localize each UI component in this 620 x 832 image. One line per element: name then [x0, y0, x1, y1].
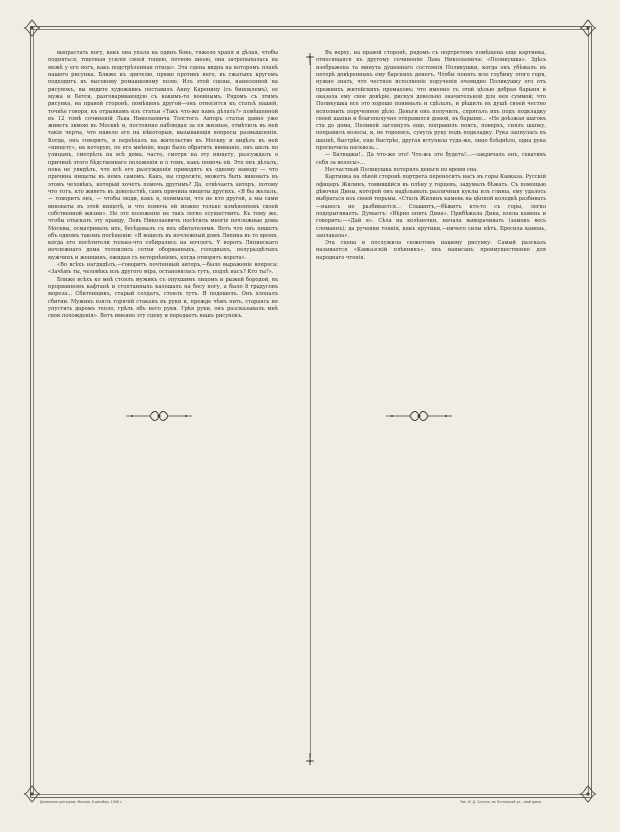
paragraph: Въ верху, на правой сторонѣ, рядомъ съ портретомъ помѣщена еще картинка, относящаяся къ другому сочиненію Льва Николаевича: «Поликушка». Здѣсь изображена та минута душевнаго состоянія Поликушки, когда онъ убѣжалъ въ потерѣ довѣренныхъ ему барскихъ денегъ. Чтобы понять всю глубину этого горя, нужно знать, что честное исполненіе порученія очевидно Поликушку его отъ прежнихъ житейскихъ промаховъ; что именно съ этой цѣлью добрая барыня и оказала ему свое довѣріе, рискуя довольно значительной для нея суммой; что Поликушка все это хорошо понималъ и сдѣлалъ, и рѣшилъ въ душѣ своей честно исполнить порученное дѣло. Деньги онъ получилъ, спряталъ ихъ подъ подкладку своей шапки и благополучно отправился домой, въ барыню... «Не доѣзжая шаговъ ста до дома, Поликей заглянулъ еще, поправилъ поясъ, поверхъ, снялъ шапку, поправилъ волосы, и, не торопясь, сунулъ руку подъ подкладку. Рука запнулась въ шапкѣ, быстрѣе, еще быстрѣе, другая вступила туда-же, лицо блѣднѣло, одна рука проскочила насквозь... — [316, 50, 546, 152]
column-divider — [310, 58, 311, 758]
censor-note: Дозволено цензурою. Москва, 8 декабря, 1908 г. — [40, 800, 123, 804]
paragraph: «Во всѣхъ нагдядѣлъ,—говоритъ почтенный авторъ,—было выраженіе вопроса: «Зачѣмъ ты, человѣкъ изъ другого міра, остановилась тутъ, подлѣ насъ? Кто ты?». — [48, 262, 278, 276]
corner-ornament-icon — [578, 784, 598, 804]
paragraph: — Батюшки!.. Да что-же это! Что-жъ это будетъ!...—закричалъ онъ, схвативъ себя за волосы»... — [316, 152, 546, 166]
paragraph: Несчастный Поликушка потерялъ деньги по время сна. — [325, 167, 478, 173]
right-text-column — [316, 50, 546, 262]
paragraph: Картинка на лѣвой сторонѣ портрета переноситъ насъ въ горы Кавказа. Русскій офицеръ Жилинъ, томившійся въ плѣну у горцевъ, задумалъ бѣжать. Съ помощью дѣвочки Дины, которой онъ надѣлывалъ различныя куклы изъ глины, ему удалось выбраться изъ своей тюрьмы. «Сталъ Жилинъ камень на цѣпной колодкѣ разбивать—нанесъ не разбивается... Слышитъ,—бѣжитъ кто-то съ горы, легко подпрыгиваетъ. Думаетъ: «Вѣрно опять Дина». Прибѣжала Дина, взяла камень и говоритъ:—«Дай я». Сѣла на колѣночки, начала выворачивать (замокъ весь сломаннъ); да рученки тонкія, какъ прутики,—ничего силы нѣтъ. Бросила камень, заплакала». — [316, 174, 546, 239]
corner-ornament-icon — [578, 18, 598, 38]
paragraph: выпрастать ногу, какъ она упала на одинъ бокъ, тяжело храпя и дѣлая, чтобы подняться, тщетныя усилія своей тощею, потною шеею, она затрепыхалась на межѣ у его ногъ, какъ подстрѣленная птица». Эта сцена видна на которомъ планѣ нашего рисунка. Ближе къ зрителю, прямо противъ него, въ сжатыхъ кругомъ подходитъ къ высокому ромашковому полю. Изъ этой сцены, нанесенной на рисунокъ, вы видите художникъ поставилъ Анну Каренину (съ биноклемъ), ее мужа и Бетси, разговаривающую съ какимъ-то военнымъ. Рядомъ съ этимъ рисунка, на правой сторонѣ, помѣщенъ другой—онъ относится къ статьѣ нашей, точнѣе говоря, къ отрывкамъ изъ статьи «Такъ что-же намъ дѣлать?» помѣщенной въ 12 томѣ сочиненій Льва Николаевича Толстого. Авторъ статьи давно уже живетъ зимою въ Москвѣ и, постоянно наблюдая за ея жизнью, отмѣтилъ въ ней такія черты, что навело его на нѣкоторыя, вызывающія вопросы размышленія. Когда, онъ говоритъ, я переѣхалъ на жительство въ Москву и видѣлъ въ ней «нищету», на которую, по его мнѣнію, надо было обратить вниманіе, онъ шелъ по улицамъ, смотрѣлъ на всѣ дома, часто, смотря на эту нищету, разсуждалъ о причинѣ этого бѣдственнаго положенія и о томъ, какъ помочь ей. Это онъ дѣлалъ, пока не увидѣлъ, что всѣ его разсужденія приводятъ къ одному выводу — что причина нищеты въ немъ самомъ. Какъ, вы спросите, можетъ быть виноватъ въ этомъ человѣкъ, который хочетъ помочь другимъ? Да, отвѣчаетъ авторъ, потому что тотъ, кто живетъ въ довольствѣ, самъ причина нищеты другихъ. «Я бы желалъ, — говоритъ онъ, — чтобы люди, какъ я, понимали, что не кто другой, а мы сами виноваты въ этой нищетѣ, и что помочь ей можно только измѣненіемъ своей собственной жизни». Но это положеніе не такъ легко осуществить. Къ тому же, чтобы отыскать эту правду, Левъ Николаевичъ посѣтилъ многіе ночлежные дома Москвы, осматривалъ ихъ, бесѣдовалъ съ ихъ обитателями. Вотъ что онъ пишетъ объ одномъ такомъ посѣщеніи: «Я вошелъ въ ночлежный домъ Ляпина въ то время, когда его посѣтители только-что собирались на ночлегъ. У воротъ Ляпинскаго ночлежнаго дома толпились сотни оборванныхъ, голодныхъ, полураздѣтыхъ мужчинъ и женщинъ, ожидая съ нетерпѣніемъ, когда отворятъ ворота». — [48, 50, 278, 261]
scroll-ornament-icon — [124, 406, 194, 426]
scroll-ornament-icon — [384, 406, 454, 426]
corner-ornament-icon — [22, 784, 42, 804]
left-text-column — [48, 50, 278, 321]
divider-cross-icon — [305, 753, 315, 765]
printer-note: Тип. И. Д. Сытина, въ Пятницкой ул., свой домъ. — [460, 800, 542, 804]
paragraph: Эта сцена и послужила сюжетомъ нашему рисунку. Самый разсказъ называется «Кавказскій плѣнникъ», онъ написанъ преимущественно для народнаго чтенія. — [316, 240, 546, 261]
divider-cross-icon — [305, 53, 315, 65]
paragraph: Ближе всѣхъ ко мнѣ стоялъ мужикъ съ опухшимъ лицомъ и рыжей бородой, въ прорванномъ кафтанѣ и стоптанныхъ калошахъ на босу ногу, а было 8 градусовъ мороза... Сбитенщикъ, старый солдатъ, стоялъ тутъ. Я подошелъ. Онъ хлопалъ сбитни. Мужикъ взялъ горячій стаканъ въ руки и, прежде чѣмъ пить, стараясь не упустить даромъ тепло, грѣлъ объ него руки. Грѣя руки, онъ разсказывалъ мнѣ свои похожденія». Вотъ именно эту сцену и передаетъ нашъ рисунокъ. — [48, 276, 278, 320]
corner-ornament-icon — [22, 18, 42, 38]
